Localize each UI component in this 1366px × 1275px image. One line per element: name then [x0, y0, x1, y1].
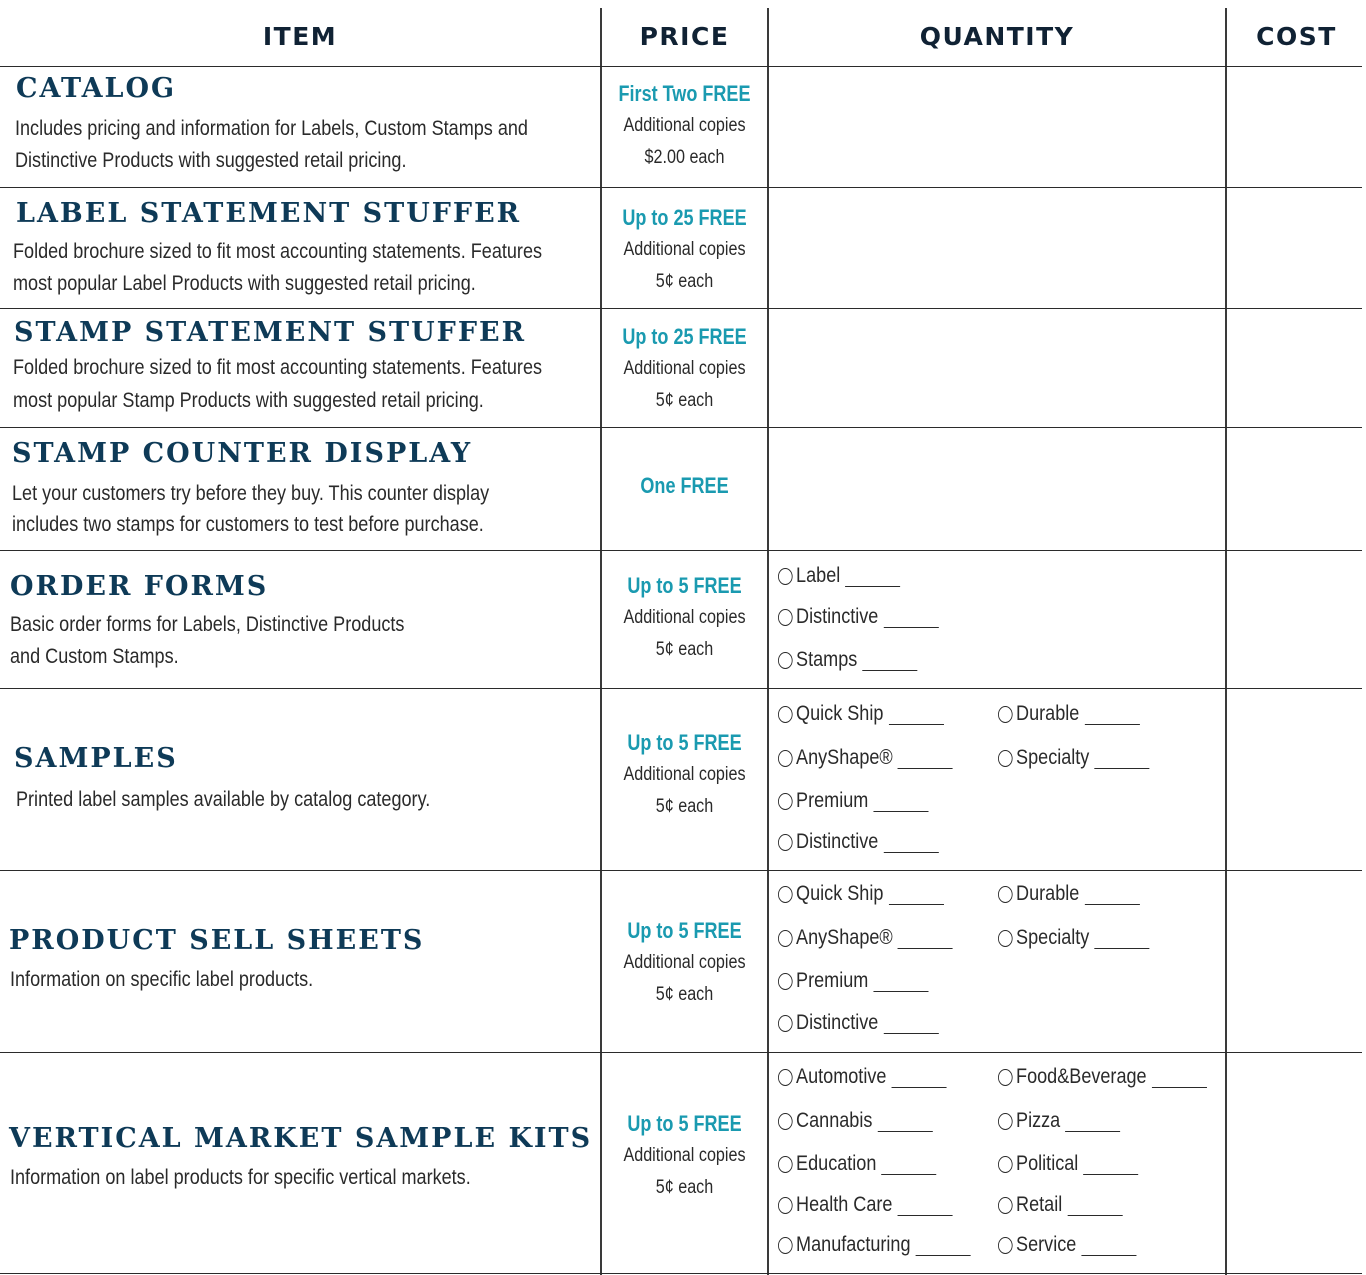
price-cell	[603, 570, 766, 666]
option-retail[interactable]: Retail	[998, 1193, 1122, 1217]
row-divider	[0, 688, 1362, 689]
radio-circle-icon[interactable]	[778, 886, 793, 903]
price-cell	[603, 470, 766, 502]
header-item: ITEM	[262, 22, 338, 51]
item-description: Information on specific label products.	[10, 968, 314, 991]
item-description: Folded brochure sized to fit most accounting statements. Features	[13, 356, 543, 379]
radio-circle-icon[interactable]	[778, 1015, 793, 1032]
radio-circle-icon[interactable]	[778, 1156, 793, 1173]
additional-copies-price: 5¢ each	[655, 1177, 714, 1198]
option-anyshape[interactable]: AnyShape®	[778, 926, 953, 950]
additional-copies-price: 5¢ each	[655, 390, 714, 411]
quantity-blank[interactable]	[884, 607, 939, 628]
option-cannabis[interactable]: Cannabis	[778, 1109, 933, 1133]
row-divider	[0, 187, 1362, 188]
option-food-beverage[interactable]: Food&Beverage	[998, 1065, 1207, 1089]
row-divider	[0, 550, 1362, 551]
item-description: Information on label products for specific vertical markets.	[10, 1166, 471, 1189]
item-description: includes two stamps for customers to test before purchase.	[12, 513, 484, 536]
item-description: most popular Stamp Products with suggested retail pricing.	[13, 389, 484, 412]
radio-circle-icon[interactable]	[778, 973, 793, 990]
additional-copies-price: 5¢ each	[655, 796, 714, 817]
row-divider	[0, 1052, 1362, 1053]
option-distinctive[interactable]: Distinctive	[778, 1011, 939, 1035]
radio-circle-icon[interactable]	[778, 652, 793, 669]
radio-circle-icon[interactable]	[778, 793, 793, 810]
radio-circle-icon[interactable]	[778, 750, 793, 767]
quantity-blank[interactable]	[898, 748, 953, 769]
additional-copies-price: $2.00 each	[644, 147, 725, 168]
quantity-blank[interactable]	[892, 1067, 947, 1088]
option-automotive[interactable]: Automotive	[778, 1065, 947, 1089]
radio-circle-icon[interactable]	[778, 1113, 793, 1130]
price-cell	[603, 727, 766, 823]
option-quick-ship[interactable]: Quick Ship	[778, 882, 944, 906]
quantity-blank[interactable]	[1067, 1195, 1122, 1216]
item-title: SAMPLES	[14, 743, 178, 774]
row-divider	[0, 870, 1362, 871]
option-specialty[interactable]: Specialty	[998, 746, 1150, 770]
column-divider	[1225, 8, 1227, 1275]
option-service[interactable]: Service	[998, 1233, 1136, 1257]
column-divider	[600, 8, 602, 1275]
option-distinctive[interactable]: Distinctive	[778, 830, 939, 854]
radio-circle-icon[interactable]	[998, 1237, 1013, 1254]
quantity-blank[interactable]	[916, 1235, 971, 1256]
radio-circle-icon[interactable]	[998, 886, 1013, 903]
free-offer: Up to 5 FREE	[627, 1111, 742, 1136]
free-offer: Up to 25 FREE	[622, 324, 747, 349]
quantity-blank[interactable]	[878, 1111, 933, 1132]
header-quantity: QUANTITY	[919, 22, 1075, 51]
option-political[interactable]: Political	[998, 1152, 1139, 1176]
radio-circle-icon[interactable]	[998, 1197, 1013, 1214]
option-specialty[interactable]: Specialty	[998, 926, 1150, 950]
item-title: VERTICAL MARKET SAMPLE KITS	[9, 1123, 593, 1154]
quantity-blank[interactable]	[884, 832, 939, 853]
free-offer: Up to 5 FREE	[627, 573, 742, 598]
quantity-blank[interactable]	[1084, 884, 1139, 905]
free-offer: Up to 5 FREE	[627, 730, 742, 755]
option-pizza[interactable]: Pizza	[998, 1109, 1120, 1133]
free-offer: One FREE	[640, 473, 729, 498]
radio-circle-icon[interactable]	[778, 930, 793, 947]
row-divider	[0, 308, 1362, 309]
item-description: Folded brochure sized to fit most accounting statements. Features	[13, 240, 543, 263]
additional-copies-price: 5¢ each	[655, 984, 714, 1005]
quantity-blank[interactable]	[845, 566, 900, 587]
radio-circle-icon[interactable]	[778, 706, 793, 723]
quantity-blank[interactable]	[1081, 1235, 1136, 1256]
quantity-blank[interactable]	[1095, 748, 1150, 769]
option-anyshape[interactable]: AnyShape®	[778, 746, 953, 770]
quantity-blank[interactable]	[862, 650, 917, 671]
quantity-blank[interactable]	[889, 884, 944, 905]
radio-circle-icon[interactable]	[998, 1069, 1013, 1086]
quantity-blank[interactable]	[1083, 1154, 1138, 1175]
radio-circle-icon[interactable]	[778, 834, 793, 851]
row-divider	[0, 1273, 1362, 1274]
quantity-blank[interactable]	[884, 1013, 939, 1034]
price-cell	[603, 78, 766, 174]
item-title: LABEL STATEMENT STUFFER	[16, 198, 522, 229]
item-description: Let your customers try before they buy. This counter display	[12, 482, 490, 505]
item-title: PRODUCT SELL SHEETS	[9, 925, 425, 956]
quantity-blank[interactable]	[873, 971, 928, 992]
item-title: STAMP STATEMENT STUFFER	[14, 317, 527, 348]
quantity-blank[interactable]	[1065, 1111, 1120, 1132]
radio-circle-icon[interactable]	[998, 1113, 1013, 1130]
quantity-blank[interactable]	[1084, 704, 1139, 725]
quantity-blank[interactable]	[898, 928, 953, 949]
option-label[interactable]: Label	[778, 564, 900, 588]
item-description: and Custom Stamps.	[10, 645, 179, 668]
item-description: Printed label samples available by catalog category.	[16, 788, 431, 811]
item-description: most popular Label Products with suggested retail pricing.	[13, 272, 476, 295]
row-divider	[0, 66, 1362, 67]
option-durable[interactable]: Durable	[998, 882, 1140, 906]
option-manufacturing[interactable]: Manufacturing	[778, 1233, 971, 1257]
item-title: ORDER FORMS	[10, 571, 269, 602]
option-durable[interactable]: Durable	[998, 702, 1140, 726]
item-description: Distinctive Products with suggested retail pricing.	[15, 149, 407, 172]
option-premium[interactable]: Premium	[778, 969, 929, 993]
option-premium[interactable]: Premium	[778, 789, 929, 813]
additional-copies-label: Additional copies	[623, 952, 746, 973]
quantity-blank[interactable]	[1152, 1067, 1207, 1088]
row-divider	[0, 427, 1362, 428]
item-description: Basic order forms for Labels, Distinctive Products	[10, 613, 405, 636]
additional-copies-label: Additional copies	[623, 1145, 746, 1166]
additional-copies-label: Additional copies	[623, 115, 746, 136]
radio-circle-icon[interactable]	[778, 1069, 793, 1086]
additional-copies-price: 5¢ each	[655, 271, 714, 292]
quantity-blank[interactable]	[1095, 928, 1150, 949]
price-cell	[603, 321, 766, 417]
additional-copies-label: Additional copies	[623, 607, 746, 628]
quantity-blank[interactable]	[873, 791, 928, 812]
additional-copies-price: 5¢ each	[655, 639, 714, 660]
radio-circle-icon[interactable]	[778, 568, 793, 585]
column-divider	[767, 8, 769, 1275]
free-offer: Up to 25 FREE	[622, 205, 747, 230]
option-education[interactable]: Education	[778, 1152, 937, 1176]
header-cost: COST	[1256, 22, 1337, 51]
option-stamps[interactable]: Stamps	[778, 648, 917, 672]
item-title: STAMP COUNTER DISPLAY	[12, 438, 473, 469]
option-distinctive[interactable]: Distinctive	[778, 605, 939, 629]
quantity-blank[interactable]	[882, 1154, 937, 1175]
price-cell	[603, 202, 766, 298]
radio-circle-icon[interactable]	[998, 930, 1013, 947]
free-offer: Up to 5 FREE	[627, 918, 742, 943]
additional-copies-label: Additional copies	[623, 239, 746, 260]
price-cell	[603, 1108, 766, 1204]
quantity-blank[interactable]	[898, 1195, 953, 1216]
radio-circle-icon[interactable]	[778, 1197, 793, 1214]
item-title: CATALOG	[16, 73, 177, 104]
additional-copies-label: Additional copies	[623, 764, 746, 785]
radio-circle-icon[interactable]	[998, 706, 1013, 723]
radio-circle-icon[interactable]	[778, 609, 793, 626]
free-offer: First Two FREE	[618, 81, 751, 106]
option-health-care[interactable]: Health Care	[778, 1193, 953, 1217]
price-cell	[603, 915, 766, 1011]
additional-copies-label: Additional copies	[623, 358, 746, 379]
quantity-blank[interactable]	[889, 704, 944, 725]
radio-circle-icon[interactable]	[998, 750, 1013, 767]
radio-circle-icon[interactable]	[998, 1156, 1013, 1173]
item-description: Includes pricing and information for Labels, Custom Stamps and	[15, 117, 528, 140]
option-quick-ship[interactable]: Quick Ship	[778, 702, 944, 726]
header-price: PRICE	[639, 22, 730, 51]
radio-circle-icon[interactable]	[778, 1237, 793, 1254]
